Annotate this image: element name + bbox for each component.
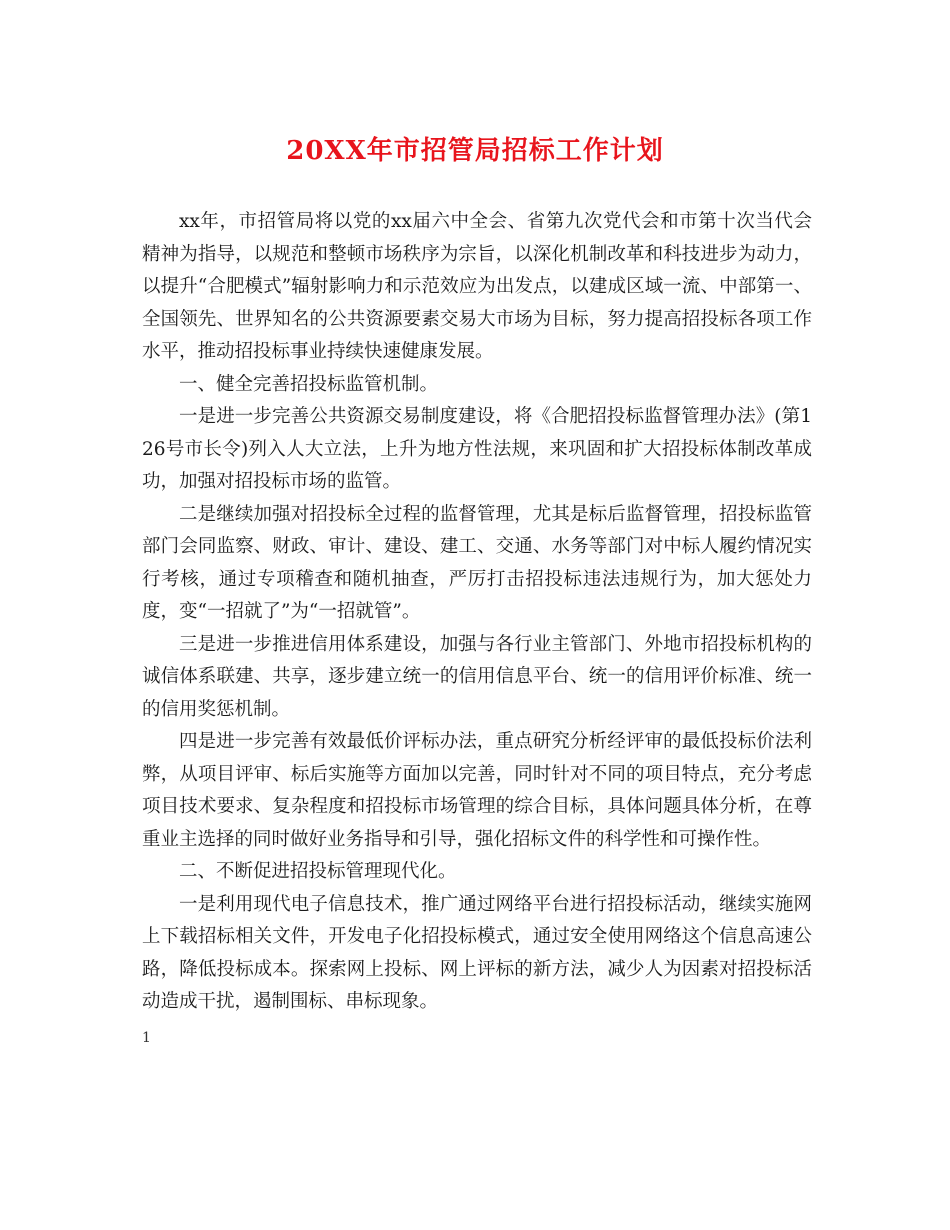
document-body bbox=[142, 206, 812, 1019]
document-title: 20XX年市招管局招标工作计划 bbox=[286, 136, 664, 166]
paragraph-1-2: 二是继续加强对招投标全过程的监督管理，尤其是标后监督管理，招投标监管部门会同监察、财政、审计、建设、建工、交通、水务等部门对中标人履约情况实行考核，通过专项稽查和随机抽查，严厉打击招投标违法违规行为，加大惩处力度，变“一招就了”为“一招就管”。 bbox=[142, 503, 812, 622]
paragraph-1-3: 三是进一步推进信用体系建设，加强与各行业主管部门、外地市招投标机构的诚信体系联建、共享，逐步建立统一的信用信息平台、统一的信用评价标准、统一的信用奖惩机制。 bbox=[142, 633, 812, 720]
paragraph-intro: xx年，市招管局将以党的xx届六中全会、省第九次党代会和市第十次当代会精神为指导，以规范和整顿市场秩序为宗旨，以深化机制改革和科技进步为动力，以提升“合肥模式”辐射影响力和示范效应为出发点，以建成区域一流、中部第一、全国领先、世界知名的公共资源要素交易大市场为目标，努力提高招投标各项工作水平，推动招投标事业持续快速健康发展。 bbox=[142, 211, 812, 362]
paragraph-1-1: 一是进一步完善公共资源交易制度建设，将《合肥招投标监督管理办法》(第126号市长令)列入人大立法，上升为地方性法规，来巩固和扩大招投标体制改革成功，加强对招投标市场的监管。 bbox=[142, 406, 812, 492]
paragraph-1-4: 四是进一步完善有效最低价评标办法，重点研究分析经评审的最低投标价法利弊，从项目评审、标后实施等方面加以完善，同时针对不同的项目特点，充分考虑项目技术要求、复杂程度和招投标市场管理的综合目标，具体问题具体分析，在尊重业主选择的同时做好业务指导和引导，强化招标文件的科学性和可操作性。 bbox=[142, 731, 812, 850]
section-heading-1: 一、健全完善招投标监管机制。 bbox=[179, 373, 439, 395]
page-number: 1 bbox=[142, 1030, 151, 1046]
paragraph-2-1: 一是利用现代电子信息技术，推广通过网络平台进行招投标活动，继续实施网上下载招标相关文件，开发电子化招投标模式，通过安全使用网络这个信息高速公路，降低投标成本。探索网上投标、网上评标的新方法，减少人为因素对招投标活动造成干扰，遏制围标、串标现象。 bbox=[142, 893, 812, 1012]
section-heading-2: 二、不断促进招投标管理现代化。 bbox=[179, 861, 457, 882]
